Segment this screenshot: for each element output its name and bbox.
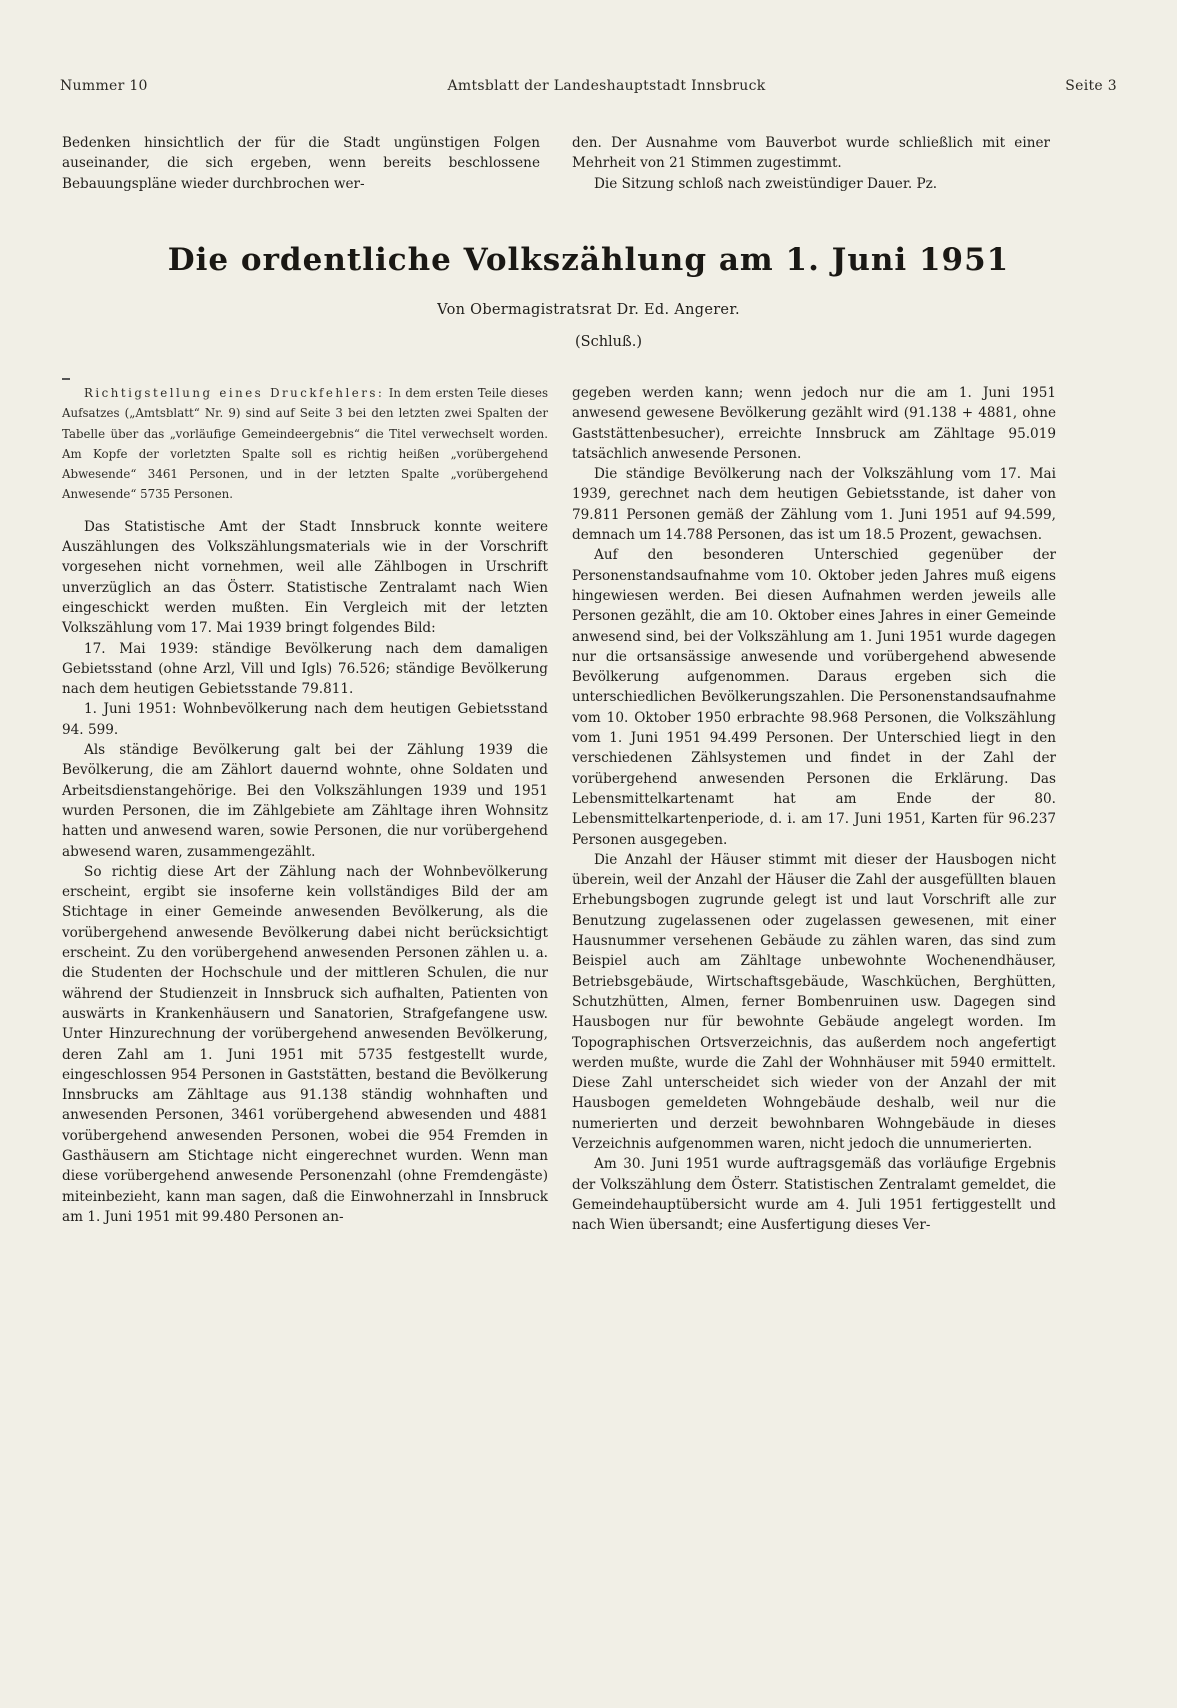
divider bbox=[62, 378, 70, 380]
correction-notice bbox=[62, 383, 548, 505]
page-number: Seite 3 bbox=[1065, 78, 1117, 94]
article-column-right bbox=[572, 383, 1056, 1235]
paragraph: Am 30. Juni 1951 wurde auftragsgemäß das vorläufige Ergebnis der Volkszählung dem Österr. Statistischen Zentralamt gemeldet, die Gemeindehauptübersicht wurde am 4. Juli 1951 fertiggestellt und nach Wien übersandt; eine Ausfertigung dieses Ver- bbox=[572, 1156, 1056, 1234]
paragraph: Das Statistische Amt der Stadt Innsbruck konnte weitere Auszählungen des Volkszählungsmaterials wie in der Vorschrift vorgesehen nicht vornehmen, weil alle Zählbogen in Urschrift unverzüglich an das Österr. Statistische Zentralamt nach Wien eingeschickt werden mußten. Ein Vergleich mit der letzten Volkszählung vom 17. Mai 1939 bringt folgendes Bild: bbox=[62, 518, 548, 637]
paragraph: gegeben werden kann; wenn jedoch nur die am 1. Juni 1951 anwesend gewesene Bevölkerung gezählt wird (91.138 + 4881, ohne Gaststättenbesucher), erreichte Innsbruck am Zähltage 95.019 tatsächlich anwesende Personen. bbox=[572, 385, 1056, 462]
article-part-label: (Schluß.) bbox=[575, 334, 642, 350]
paragraph: 17. Mai 1939: ständige Bevölkerung nach dem damaligen Gebietsstand (ohne Arzl, Vill und Igls) 76.526; ständige Bevölkerung nach dem heutigen Gebietsstande 79.811. bbox=[62, 640, 548, 698]
paragraph: 1. Juni 1951: Wohnbevölkerung nach dem heutigen Gebietsstand 94. 599. bbox=[62, 701, 548, 738]
article-heading bbox=[0, 242, 1177, 350]
article-author: Von Obermagistratsrat Dr. Ed. Angerer. bbox=[437, 302, 740, 318]
issue-number: Nummer 10 bbox=[60, 78, 148, 94]
publication-title: Amtsblatt der Landeshauptstadt Innsbruck bbox=[447, 78, 766, 94]
running-header bbox=[60, 74, 1117, 98]
article-title: Die ordentliche Volkszählung am 1. Juni 1951 bbox=[167, 242, 1010, 278]
paragraph: So richtig diese Art der Zählung nach der Wohnbevölkerung erscheint, ergibt sie insoferne kein vollständiges Bild der am Stichtage in einer Gemeinde anwesenden Bevölkerung, als die vorübergehend anwesende Bevölkerung dabei nicht berücksichtigt erscheint. Zu den vorübergehend anwesenden Personen zählen u. a. die Studenten der Hochschule und der mittleren Schulen, die nur während der Studienzeit in Innsbruck sich aufhalten, Patienten von auswärts in Krankenhäusern und Sanatorien, Strafgefangene usw. Unter Hinzurechnung der vorübergehend anwesenden Bevölkerung, deren Zahl am 1. Juni 1951 mit 5735 festgestellt wurde, eingeschlossen 954 Personen in Gaststätten, bestand die Bevölkerung Innsbrucks am Zähltage aus 91.138 ständig wohnhaften und anwesenden Personen, 3461 vorübergehend abwesenden und 4881 vorübergehend anwesenden Personen, wobei die 954 Fremden in Gasthäusern am Stichtage nicht eingerechnet wurden. Wenn man diese vorübergehend anwesende Personenzahl (ohne Fremdengäste) miteinbezieht, kann man sagen, daß die Einwohnerzahl in Innsbruck am 1. Juni 1951 mit 99.480 Personen an- bbox=[62, 863, 548, 1225]
article-column-left bbox=[62, 383, 548, 1227]
paragraph: Die Sitzung schloß nach zweistündiger Dauer. Pz. bbox=[594, 175, 938, 192]
previous-article-tail-left bbox=[62, 133, 540, 194]
paragraph: Auf den besonderen Unterschied gegenüber der Personenstandsaufnahme vom 10. Oktober jeden Jahres muß eigens hingewiesen werden. Bei diesen Aufnahmen werden jeweils alle Personen gezählt, die am 10. Oktober eines Jahres in einer Gemeinde anwesend sind, bei der Volkszählung am 1. Juni 1951 wurde dagegen nur die ortsansässige anwesende und vorübergehend abwesende Bevölkerung aufgenommen. Daraus ergeben sich die unterschiedlichen Bevölkerungszahlen. Die Personenstandsaufnahme vom 10. Oktober 1950 erbrachte 98.968 Personen, die Volkszählung vom 1. Juni 1951 94.499 Personen. Der Unterschied liegt in den verschiedenen Zählsystemen und findet in der Zahl der vorübergehend anwesenden Personen die Erklärung. Das Lebensmittelkartenamt hat am Ende der 80. Lebensmittelkartenperiode, d. i. am 17. Juni 1951, Karten für 96.237 Personen ausgegeben. bbox=[572, 547, 1056, 848]
paragraph: Die Anzahl der Häuser stimmt mit dieser der Hausbogen nicht überein, weil der Anzahl der Häuser die Zahl der ausgefüllten blauen Erhebungsbogen zugrunde gelegt ist und laut Vorschrift alle zur Benutzung zugelassenen oder zugelassen gewesenen, mit einer Hausnummer versehenen Gebäude zu zählen waren, das sind zum Beispiel auch am Zähltage unbewohnte Wochenendhäuser, Betriebsgebäude, Wirtschaftsgebäude, Waschküchen, Berghütten, Schutzhütten, Almen, ferner Bombenruinen usw. Dagegen sind Hausbogen nur für bewohnte Gebäude angelegt worden. Im Topographischen Ortsverzeichnis, das außerdem noch angefertigt werden mußte, wurde die Zahl der Wohnhäuser mit 5940 ermittelt. Diese Zahl unterscheidet sich wieder von der Anzahl der mit Hausbogen gemeldeten Wohngebäude deshalb, weil nur die numerierten und derzeit bewohnbaren Wohngebäude in dieses Verzeichnis aufgenommen waren, nicht jedoch die unnumerierten. bbox=[572, 851, 1056, 1152]
previous-article-tail-right bbox=[572, 133, 1050, 194]
paragraph: den. Der Ausnahme vom Bauverbot wurde schließlich mit einer Mehrheit von 21 Stimmen zugestimmt. bbox=[572, 135, 1050, 172]
paragraph: Als ständige Bevölkerung galt bei der Zählung 1939 die Bevölkerung, die am Zählort dauernd wohnte, ohne Soldaten und Arbeitsdienstangehörige. Bei den Volkszählungen 1939 und 1951 wurden Personen, die im Zählgebiete am Zähltage ihren Wohnsitz hatten und anwesend waren, sowie Personen, die nur vorübergehend abwesend waren, zusammengezählt. bbox=[62, 742, 548, 860]
correction-text: In dem ersten Teile dieses Aufsatzes („Amtsblatt“ Nr. 9) sind auf Seite 3 bei den letzten zwei Spalten der Tabelle über das „vorläufige Gemeindeergebnis“ die Titel verwechselt worden. Am Kopfe der vorletzten Spalte soll es richtig heißen „vorübergehend Abwesende“ 3461 Personen, und in der letzten Spalte „vorübergehend Anwesende“ 5735 Personen. bbox=[62, 386, 548, 502]
correction-lead: Richtigstellung eines Druckfehlers: bbox=[84, 386, 385, 400]
paragraph: Bedenken hinsichtlich der für die Stadt ungünstigen Folgen auseinander, die sich ergeben, wenn bereits beschlossene Bebauungspläne wieder durchbrochen wer- bbox=[62, 135, 540, 192]
paragraph: Die ständige Bevölkerung nach der Volkszählung vom 17. Mai 1939, gerechnet nach dem heutigen Gebietsstande, ist daher von 79.811 Personen gemäß der Zählung vom 1. Juni 1951 auf 94.599, demnach um 14.788 Personen, das ist um 18.5 Prozent, gewachsen. bbox=[572, 466, 1056, 544]
